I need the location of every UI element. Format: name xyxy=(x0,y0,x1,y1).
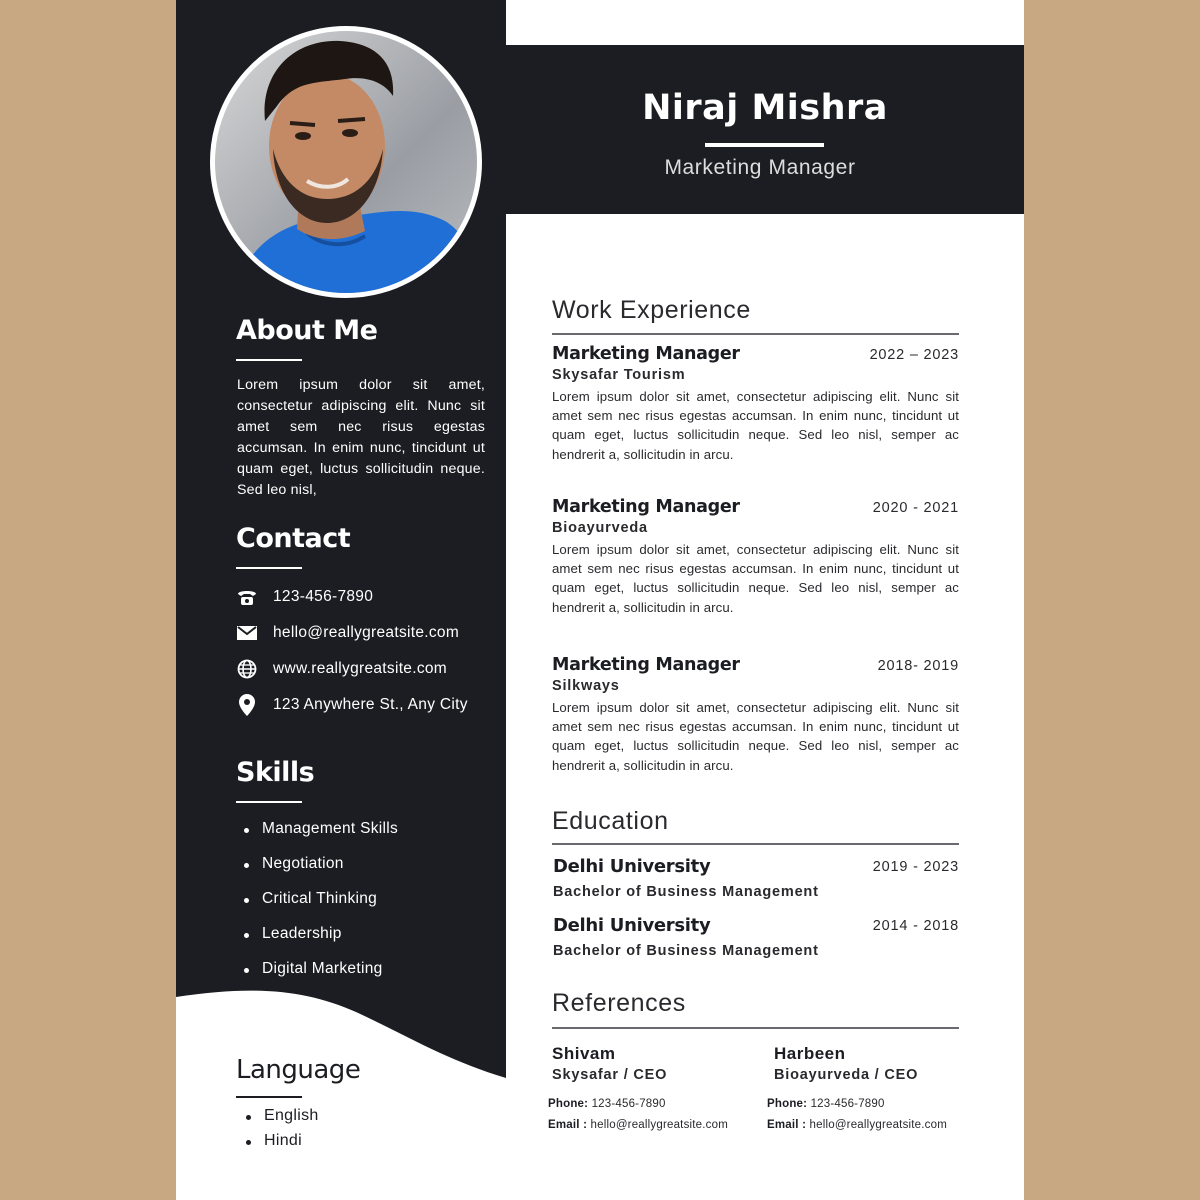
reference-name: Harbeen xyxy=(774,1044,846,1063)
reference-phone: Phone: 123-456-7890 xyxy=(548,1098,666,1110)
job-description: Lorem ipsum dolor sit amet, consectetur adipiscing elit. Nunc sit amet sem nec risus egestas accumsan. In enim nunc, tincidunt ut quam eget, luctus sollicitudin neque. Sed leo nisl, semper ac hendrerit a, sollicitudin in arcu. xyxy=(552,389,959,462)
education-school: Delhi University xyxy=(553,856,711,877)
reference-phone: Phone: 123-456-7890 xyxy=(767,1098,885,1110)
sidebar xyxy=(176,0,506,1200)
reference-entry xyxy=(774,1044,918,1083)
job-title: Marketing Manager xyxy=(552,497,740,517)
education-entry xyxy=(553,915,959,959)
references-rule xyxy=(552,1027,959,1029)
about-heading: About Me xyxy=(236,315,378,346)
about-heading-rule xyxy=(236,359,302,361)
job-description: Lorem ipsum dolor sit amet, consectetur adipiscing elit. Nunc sit amet sem nec risus egestas accumsan. In enim nunc, tincidunt ut quam eget, luctus sollicitudin neque. Sed leo nisl, semper ac hendrerit a, sollicitudin in arcu. xyxy=(552,542,959,615)
contact-email-text[interactable]: hello@reallygreatsite.com xyxy=(273,624,460,641)
education-school: Delhi University xyxy=(553,915,711,936)
education-heading: Education xyxy=(552,807,669,835)
job-company: Skysafar Tourism xyxy=(552,367,686,383)
reference-email[interactable]: Email : hello@reallygreatsite.com xyxy=(767,1119,947,1131)
name-underline xyxy=(705,143,824,147)
work-experience-rule xyxy=(552,333,959,335)
language-list xyxy=(246,1107,319,1157)
education-rule xyxy=(552,843,959,845)
profile-photo xyxy=(210,26,482,298)
candidate-role: Marketing Manager xyxy=(664,156,856,179)
job-entry xyxy=(552,497,959,617)
job-years: 2022 – 2023 xyxy=(869,347,959,363)
language-heading-rule xyxy=(236,1096,302,1098)
contact-phone-text[interactable]: 123-456-7890 xyxy=(273,588,374,605)
resume-page xyxy=(176,0,1024,1200)
job-years: 2018- 2019 xyxy=(877,658,959,674)
location-pin-icon xyxy=(236,694,258,716)
education-degree: Bachelor of Business Management xyxy=(553,884,819,900)
reference-entry xyxy=(552,1044,667,1083)
list-item: Digital Marketing xyxy=(244,960,398,995)
job-company: Bioayurveda xyxy=(552,520,648,536)
job-entry xyxy=(552,655,959,775)
education-entry xyxy=(553,856,959,900)
education-years: 2014 - 2018 xyxy=(872,918,959,934)
list-item: Hindi xyxy=(246,1132,319,1157)
contact-phone xyxy=(236,585,373,609)
list-item: Negotiation xyxy=(244,855,398,890)
reference-organization: Skysafar / CEO xyxy=(552,1067,668,1083)
job-entry xyxy=(552,344,959,464)
education-degree: Bachelor of Business Management xyxy=(553,943,819,959)
contact-heading-rule xyxy=(236,567,302,569)
globe-icon xyxy=(236,658,258,680)
skills-heading: Skills xyxy=(236,757,315,788)
candidate-name: Niraj Mishra xyxy=(642,88,888,128)
contact-website xyxy=(236,657,447,681)
header-band xyxy=(506,45,1024,214)
list-item: Leadership xyxy=(244,925,398,960)
about-text: Lorem ipsum dolor sit amet, consectetur adipiscing elit. Nunc sit amet sem nec risus egestas accumsan. In enim nunc, tincidunt ut quam eget, luctus sollicitudin neque. Sed leo nisl, xyxy=(237,377,485,498)
contact-address xyxy=(236,693,468,717)
skills-list xyxy=(244,820,398,995)
contact-heading: Contact xyxy=(236,523,351,554)
list-item: Management Skills xyxy=(244,820,398,855)
phone-icon xyxy=(236,586,258,608)
contact-address-text: 123 Anywhere St., Any City xyxy=(273,696,468,713)
job-description: Lorem ipsum dolor sit amet, consectetur adipiscing elit. Nunc sit amet sem nec risus egestas accumsan. In enim nunc, tincidunt ut quam eget, luctus sollicitudin neque. Sed leo nisl, semper ac hendrerit a, sollicitudin in arcu. xyxy=(552,700,959,773)
job-company: Silkways xyxy=(552,678,620,694)
reference-email[interactable]: Email : hello@reallygreatsite.com xyxy=(548,1119,728,1131)
education-years: 2019 - 2023 xyxy=(872,859,959,875)
reference-name: Shivam xyxy=(552,1044,616,1063)
skills-heading-rule xyxy=(236,801,302,803)
language-heading: Language xyxy=(236,1055,361,1085)
work-experience-heading: Work Experience xyxy=(552,296,751,324)
contact-website-text[interactable]: www.reallygreatsite.com xyxy=(273,660,448,677)
job-title: Marketing Manager xyxy=(552,344,740,364)
job-years: 2020 - 2021 xyxy=(872,500,959,516)
references-heading: References xyxy=(552,989,686,1017)
job-title: Marketing Manager xyxy=(552,655,740,675)
list-item: Critical Thinking xyxy=(244,890,398,925)
mail-icon xyxy=(236,622,258,644)
list-item: English xyxy=(246,1107,319,1132)
reference-organization: Bioayurveda / CEO xyxy=(774,1067,919,1083)
contact-email xyxy=(236,621,459,645)
